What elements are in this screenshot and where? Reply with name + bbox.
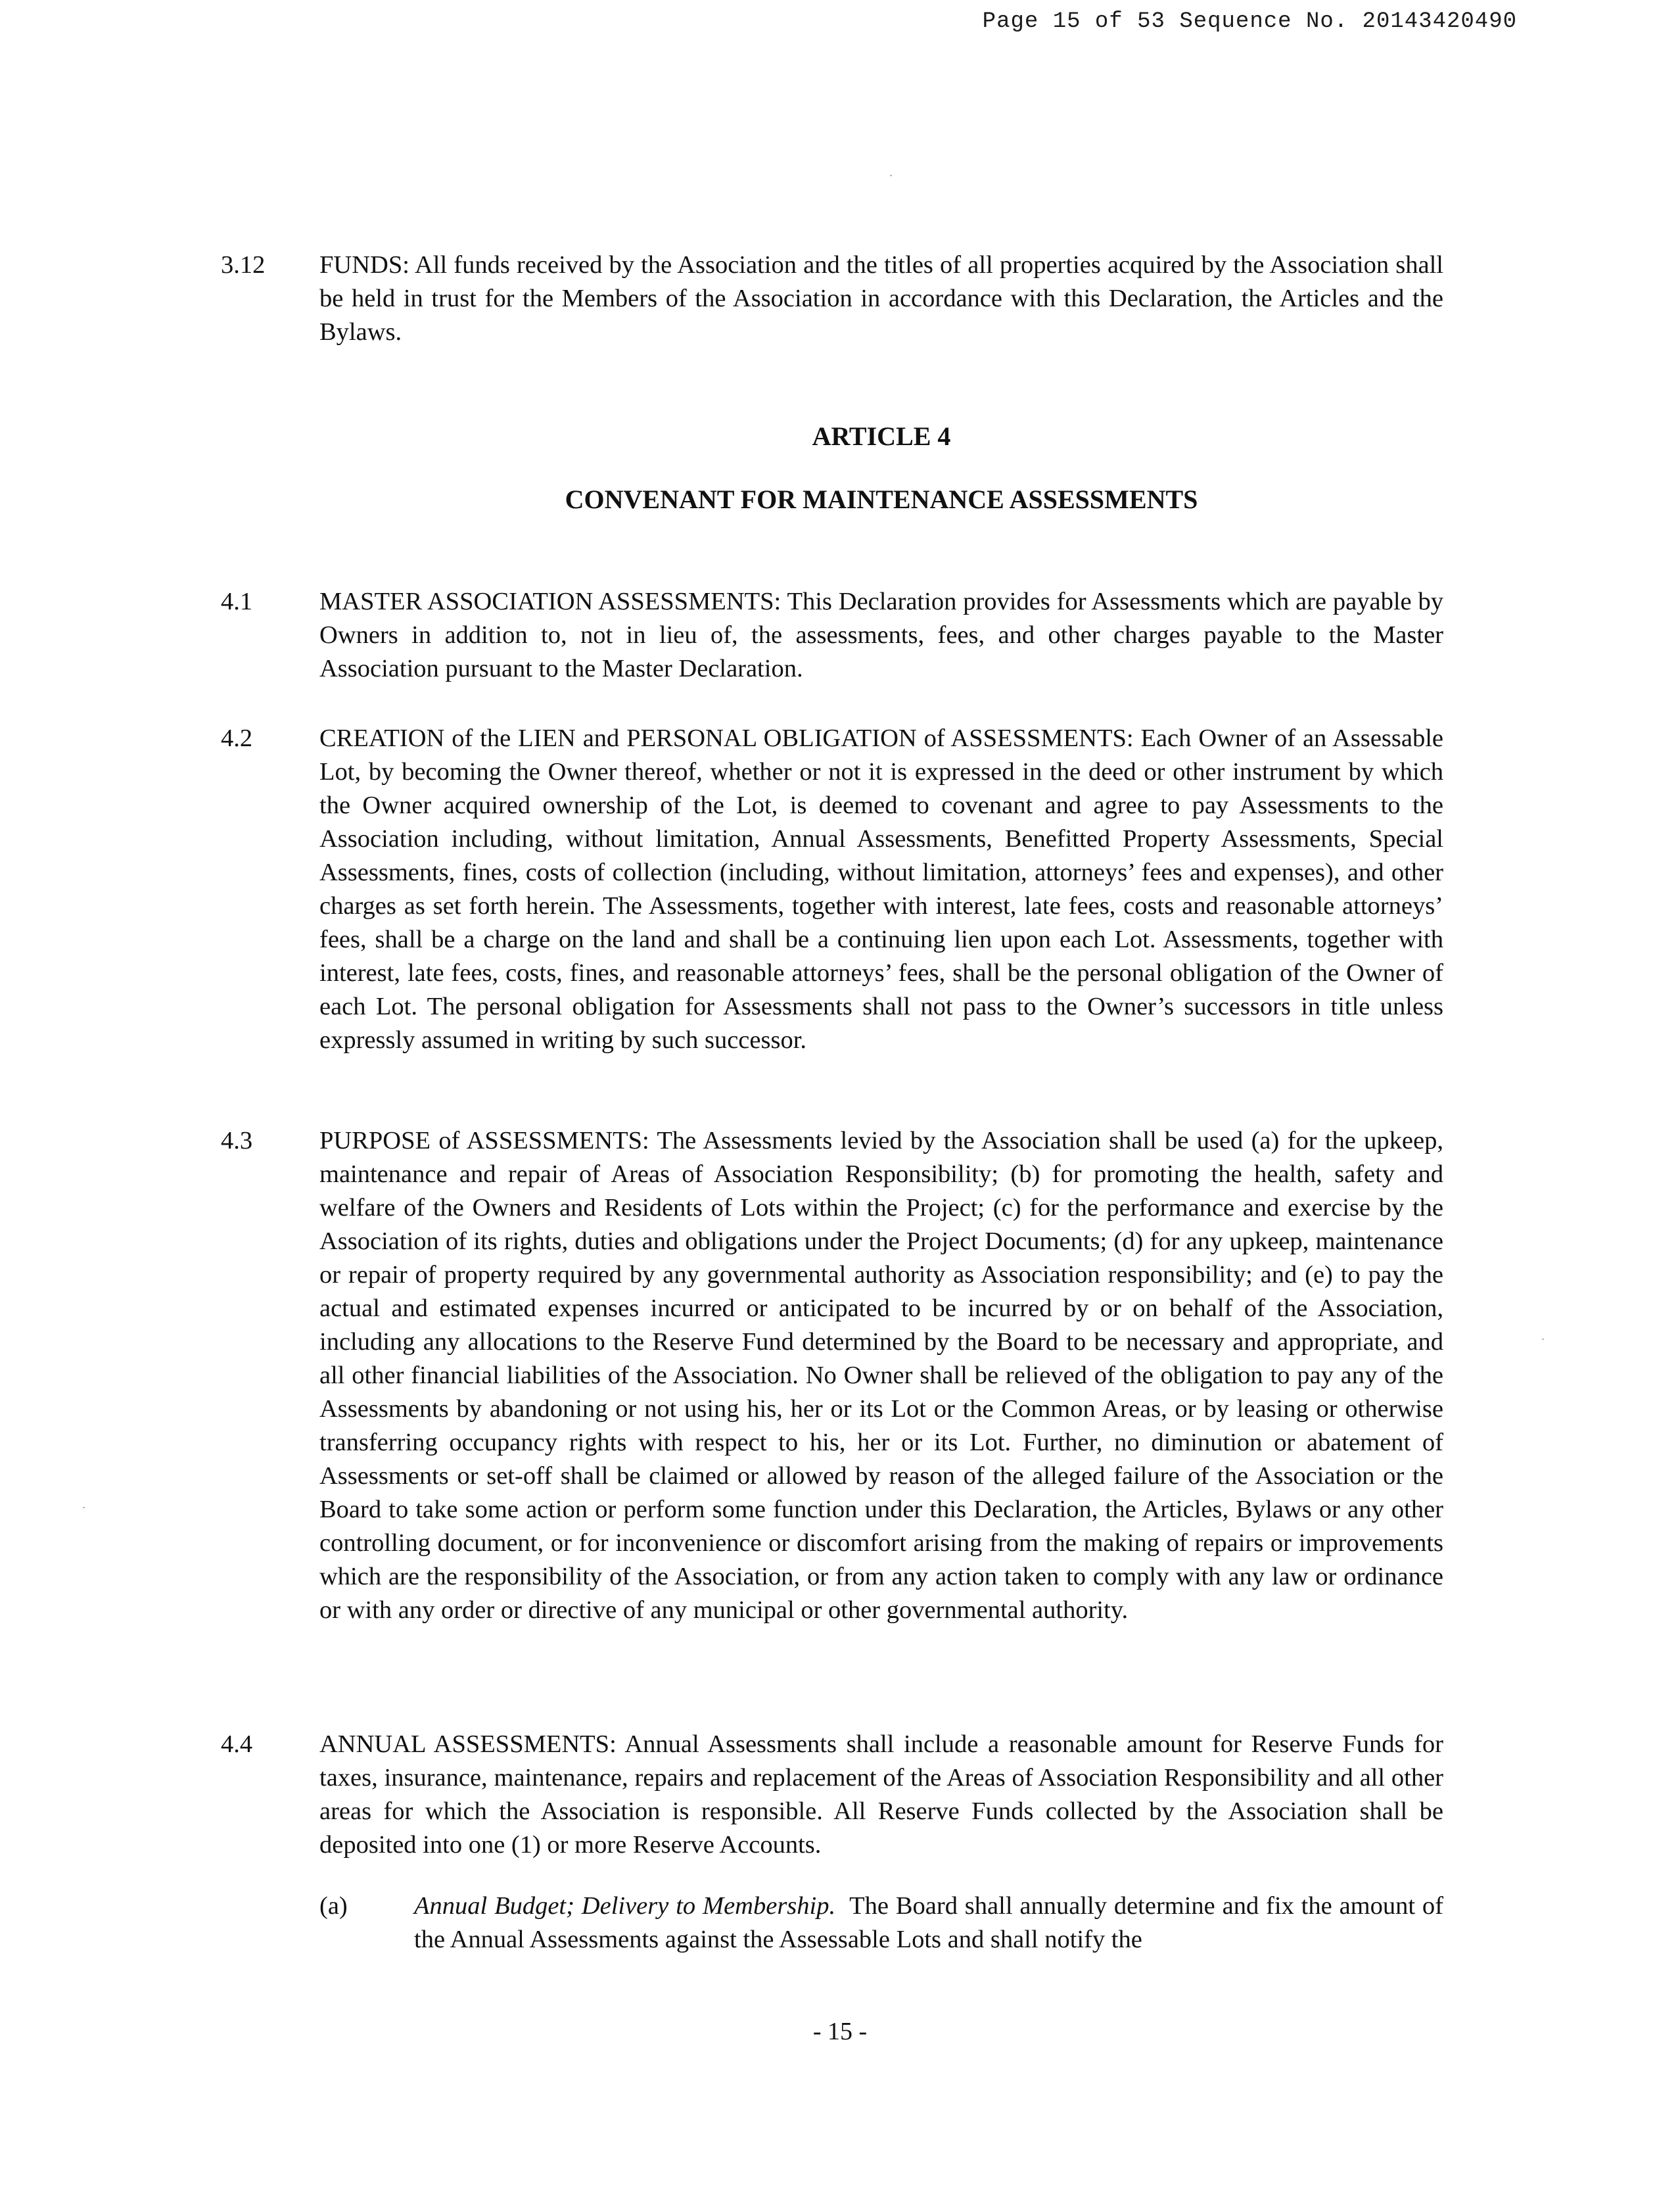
section-4-1 — [221, 585, 1443, 686]
section-text: ANNUAL ASSESSMENTS: Annual Assessments shall include a reasonable amount for Reserve Funds for taxes, insurance, maintenance, repairs and replacement of the Areas of Association Responsibility and all other areas for which the Association is responsible. All Reserve Funds collected by the Association shall be deposited into one (1) or more Reserve Accounts. — [319, 1730, 1443, 1859]
section-number: 3.12 — [221, 251, 266, 279]
subsection-text — [414, 1889, 1443, 1957]
page-number-footer: - 15 - — [812, 2018, 868, 2045]
section-number: 4.4 — [221, 1730, 253, 1758]
section-text: CREATION of the LIEN and PERSONAL OBLIGATION of ASSESSMENTS: Each Owner of an Assessable Lot, by becoming the Owner thereof, whether or not it is expressed in the deed or other instrument by which the Owner acquired ownership of the Lot, is deemed to covenant and agree to pay Assessments to the Association including, without limitation, Annual Assessments, Benefitted Property Assessments, Special Assessments, fines, costs of collection (including, without limitation, attorneys’ fees and expenses), and other charges as set forth herein. The Assessments, together with interest, late fees, costs and reasonable attorneys’ fees, shall be a charge on the land and shall be a continuing lien upon each Lot. Assessments, together with interest, late fees, costs, fines, and reasonable attorneys’ fees, shall be the personal obligation of the Owner of each Lot. The personal obligation for Assessments shall not pass to the Owner’s successors in title unless expressly assumed in writing by such successor. — [319, 724, 1443, 1054]
scan-speck — [83, 1507, 85, 1508]
section-4-4 — [221, 1728, 1443, 1862]
section-3-12 — [221, 249, 1443, 349]
section-text: MASTER ASSOCIATION ASSESSMENTS: This Declaration provides for Assessments which are payable by Owners in addition to, not in lieu of, the assessments, fees, and other charges payable to the Master Association pursuant to the Master Declaration. — [319, 588, 1443, 682]
subsection-heading: Annual Budget; Delivery to Membership. — [414, 1892, 836, 1920]
section-number: 4.1 — [221, 588, 253, 615]
section-number: 4.2 — [221, 724, 253, 752]
article-subtitle: CONVENANT FOR MAINTENANCE ASSESSMENTS — [565, 485, 1198, 514]
subsection-body: The Board shall annually determine and fix the amount of the Annual Assessments against the Assessable Lots and shall notify the — [414, 1892, 1443, 1953]
section-text: PURPOSE of ASSESSMENTS: The Assessments levied by the Association shall be used (a) for the upkeep, maintenance and repair of Areas of Association Responsibility; (b) for promoting the health, safety and welfare of the Owners and Residents of Lots within the Project; (c) for the performance and exercise by the Association of its rights, duties and obligations under the Project Documents; (d) for any upkeep, maintenance or repair of property required by any governmental authority as Association responsibility; and (e) to pay the actual and estimated expenses incurred or anticipated to be incurred by or on behalf of the Association, including any allocations to the Reserve Fund determined by the Board to be necessary and appropriate, and all other financial liabilities of the Association. No Owner shall be relieved of the obligation to pay any of the Assessments by abandoning or not using his, her or its Lot or the Common Areas, or by leasing or otherwise transferring occupancy rights with respect to his, her or its Lot. Further, no diminution or abatement of Assessments or set-off shall be claimed or allowed by reason of the alleged failure of the Association or the Board to take some action or perform some function under this Declaration, the Articles, Bylaws or any other controlling document, or for inconvenience or discomfort arising from the making of repairs or improvements which are the responsibility of the Association, or from any action taken to comply with any law or ordinance or with any order or directive of any municipal or other governmental authority. — [319, 1127, 1443, 1624]
article-title: ARTICLE 4 — [812, 421, 951, 451]
section-4-3 — [221, 1124, 1443, 1627]
page-sequence-header: Page 15 of 53 Sequence No. 20143420490 — [982, 9, 1517, 34]
scan-speck — [890, 175, 892, 176]
scan-speck — [1542, 1339, 1544, 1340]
section-number: 4.3 — [221, 1127, 253, 1154]
subsection-letter: (a) — [319, 1892, 348, 1920]
subsection-4-4-a — [319, 1889, 1443, 1957]
section-4-2 — [221, 722, 1443, 1057]
section-text: FUNDS: All funds received by the Association and the titles of all properties acquired by the Association shall be held in trust for the Members of the Association in accordance with this Declaration, the Articles and the Bylaws. — [319, 251, 1443, 346]
